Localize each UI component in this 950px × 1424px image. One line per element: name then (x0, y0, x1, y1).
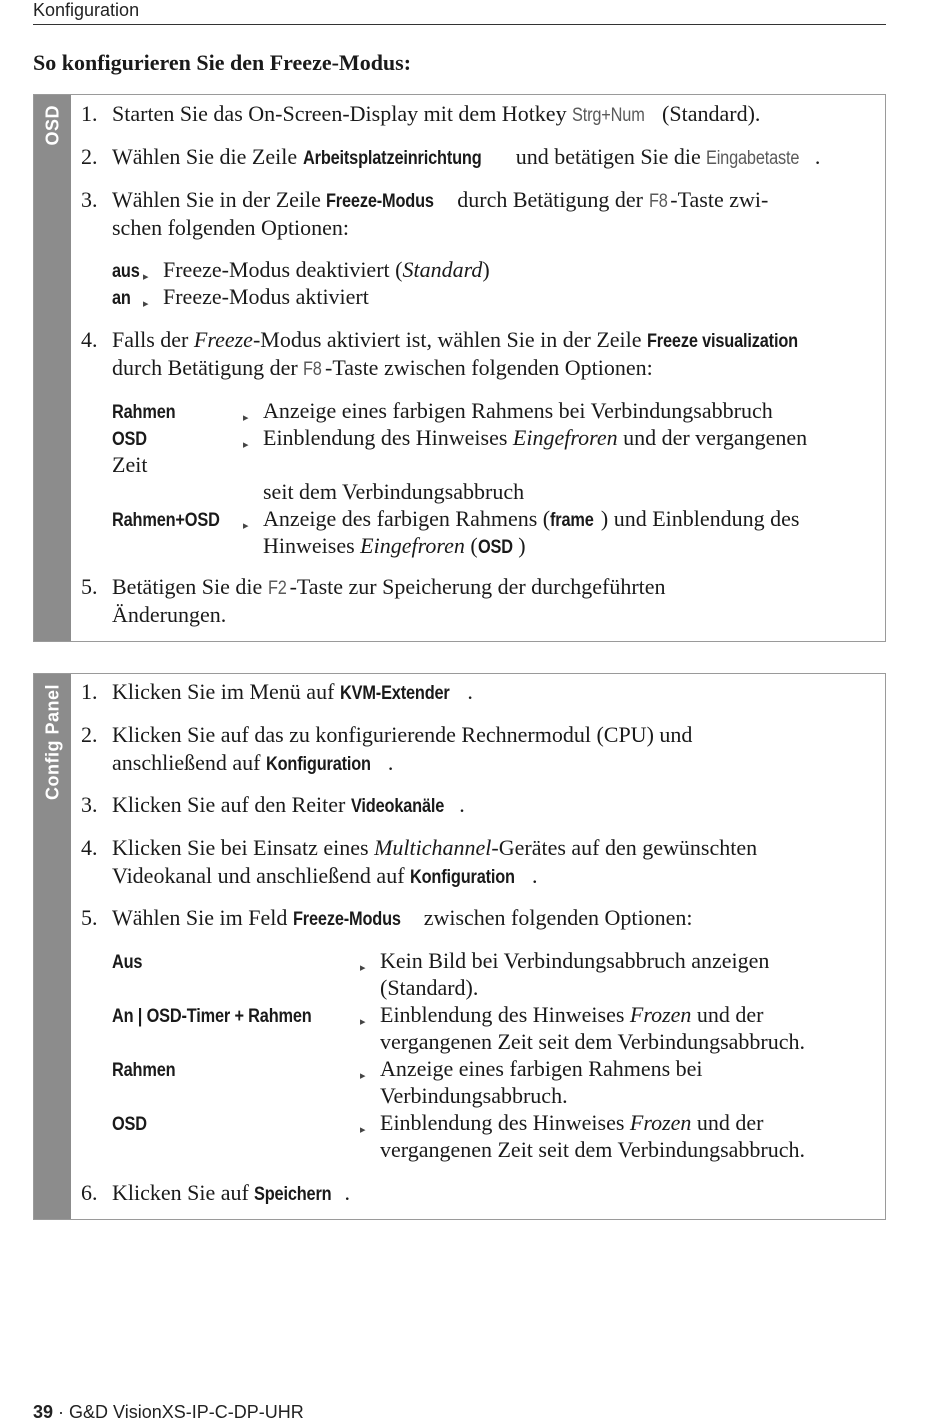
step-text: Wählen Sie die Zeile Arbeitsplatzeinrichtung und betätigen Sie die Eingabetaste . (112, 143, 877, 172)
page-footer (33, 1402, 304, 1423)
step-number: 3. (81, 187, 98, 212)
triangle-right-icon: ▸ (360, 1124, 366, 1136)
step-text-line2: durch Betätigung der F8 -Taste zwischen folgenden Optionen: (112, 354, 877, 383)
option-text-cont: Hinweises Eingefroren (OSD ) (263, 533, 526, 558)
option-key: OSD (112, 429, 147, 450)
step-text: Klicken Sie auf das zu konfigurierende Rechnermodul (CPU) und (112, 722, 693, 747)
menu-item-name: Speichern (254, 1184, 332, 1205)
menu-item-name: Konfiguration (410, 867, 515, 888)
option-key: OSD (112, 1114, 147, 1135)
menu-item-name: Konfiguration (265, 754, 371, 775)
triangle-right-icon: ▸ (360, 1016, 366, 1028)
header-title: Konfiguration (33, 0, 140, 20)
step-number: 1. (81, 101, 98, 126)
step-number: 5. (81, 574, 98, 599)
menu-item-name: Videokanäle (350, 796, 445, 817)
option-text: Anzeige eines farbigen Rahmens bei (380, 1056, 703, 1081)
menu-item-name: Freeze-Modus (292, 909, 401, 930)
step-text: Starten Sie das On-Screen-Display mit dem Hotkey Strg+Num (Standard). (112, 100, 877, 129)
step-number: 6. (81, 1180, 98, 1205)
option-text: Anzeige des farbigen Rahmens (frame ) und Einblendung des (263, 506, 800, 531)
option-key: Rahmen+OSD (112, 510, 220, 531)
menu-item-name: Freeze visualization (647, 331, 798, 352)
option-key: Rahmen (112, 1060, 176, 1081)
step-number: 3. (81, 792, 98, 817)
step-text: Klicken Sie auf Speichern . (112, 1179, 877, 1208)
triangle-right-icon: ▸ (243, 520, 249, 532)
option-key: Aus (112, 952, 143, 973)
option-text-cont: Verbindungsabbruch. (380, 1083, 568, 1108)
option-key: An | OSD-Timer + Rahmen (112, 1006, 312, 1027)
triangle-right-icon: ▸ (360, 962, 366, 974)
option-text: Kein Bild bei Verbindungsabbruch anzeigen (380, 948, 770, 973)
osd-box (33, 94, 886, 642)
option-text: Anzeige eines farbigen Rahmens bei Verbindungsabbruch (263, 398, 773, 423)
step-text: Klicken Sie im Menü auf KVM-Extender . (112, 678, 877, 707)
step-number: 2. (81, 722, 98, 747)
option-text: Einblendung des Hinweises Eingefroren und der vergangenen (263, 425, 808, 450)
step-text-line2: anschließend auf Konfiguration . (112, 749, 877, 778)
option-key: Rahmen (112, 402, 176, 423)
key-name: F8 (303, 359, 322, 380)
step-text: Wählen Sie in der Zeile Freeze-Modus durch Betätigung der F8 -Taste zwi- (112, 186, 877, 215)
step-text: Betätigen Sie die F2 -Taste zur Speicherung der durchgeführten (112, 573, 877, 602)
osd-tab (34, 95, 71, 641)
menu-item-name: KVM-Extender (339, 683, 450, 704)
step-number: 1. (81, 679, 98, 704)
option-text-cont: (Standard). (380, 975, 479, 1000)
option-key: an (112, 288, 131, 309)
triangle-right-icon: ▸ (143, 298, 149, 310)
config-panel-tab-label: Config Panel (42, 684, 62, 801)
menu-item-name: Arbeitsplatzeinrichtung (302, 148, 482, 169)
option-text: Freeze-Modus aktiviert (163, 284, 369, 309)
option-text-wrap: Zeit (112, 452, 148, 477)
option-key: aus (112, 261, 140, 282)
step-number: 4. (81, 835, 98, 860)
key-name: F2 (267, 578, 287, 599)
step-text: Klicken Sie bei Einsatz eines Multichannel-Gerätes auf den gewünschten (112, 835, 758, 860)
triangle-right-icon: ▸ (143, 271, 149, 283)
config-panel-box (33, 673, 886, 1220)
step-text: Falls der Freeze-Modus aktiviert ist, wählen Sie in der Zeile Freeze visualization (112, 326, 877, 355)
key-name: F8 (648, 191, 668, 212)
hotkey: Strg+Num (572, 105, 645, 126)
option-text: Einblendung des Hinweises Frozen und der (380, 1002, 764, 1027)
triangle-right-icon: ▸ (243, 439, 249, 451)
config-panel-tab (34, 674, 71, 1219)
key-name: Eingabetaste (706, 148, 800, 169)
step-text-line2: Videokanal und anschließend auf Konfiguration . (112, 862, 877, 891)
osd-tab-label: OSD (42, 105, 62, 146)
footer-separator: · (53, 1402, 70, 1422)
step-text: Klicken Sie auf den Reiter Videokanäle . (112, 791, 877, 820)
option-text: Freeze-Modus deaktiviert (Standard) (163, 257, 490, 282)
option-text: Einblendung des Hinweises Frozen und der (380, 1110, 764, 1135)
menu-item-name: Freeze-Modus (326, 191, 435, 212)
option-text-cont: seit dem Verbindungsabbruch (263, 479, 525, 504)
section-title: So konfigurieren Sie den Freeze-Modus: (33, 50, 412, 75)
product-name: G&D VisionXS-IP-C-DP-UHR (69, 1402, 304, 1422)
step-number: 2. (81, 144, 98, 169)
step-text-line2: schen folgenden Optionen: (112, 215, 350, 240)
step-text: Wählen Sie im Feld Freeze-Modus zwischen folgenden Optionen: (112, 904, 877, 933)
step-text-line2: Änderungen. (112, 602, 227, 627)
step-number: 5. (81, 905, 98, 930)
triangle-right-icon: ▸ (360, 1070, 366, 1082)
step-number: 4. (81, 327, 98, 352)
triangle-right-icon: ▸ (243, 412, 249, 424)
page-number: 39 (33, 1402, 54, 1422)
page-header (33, 0, 886, 25)
option-text-cont: vergangenen Zeit seit dem Verbindungsabbruch. (380, 1137, 806, 1162)
option-text-cont: vergangenen Zeit seit dem Verbindungsabbruch. (380, 1029, 806, 1054)
